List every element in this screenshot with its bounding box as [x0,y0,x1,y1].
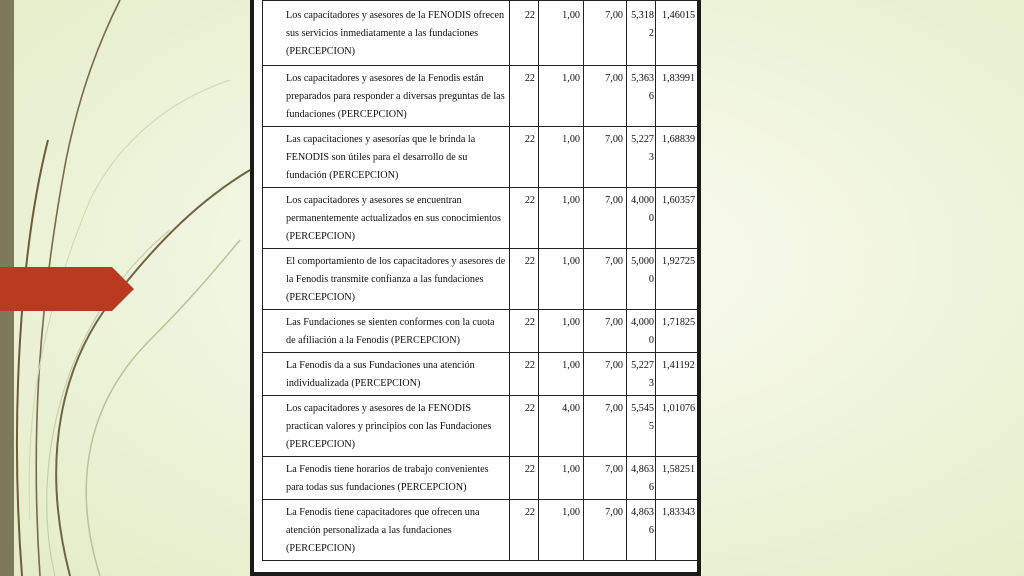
max-value: 7,00 [584,396,627,457]
item-description: Las Fundaciones se sienten conformes con la cuota de afiliación a la Fenodis (PERCEPCION) [263,310,510,353]
max-value: 7,00 [584,310,627,353]
max-value: 7,00 [584,1,627,66]
max-value: 7,00 [584,66,627,127]
table-row [263,310,698,353]
sd-value: 1,71825 [656,310,698,353]
table-row [263,188,698,249]
min-value: 1,00 [539,457,584,500]
n-value: 22 [510,188,539,249]
item-description: La Fenodis tiene capacitadores que ofrecen una atención personalizada a las fundaciones (PERCEPCION) [263,500,510,561]
min-value: 1,00 [539,310,584,353]
n-value: 22 [510,396,539,457]
table-row [263,249,698,310]
item-description: Los capacitadores y asesores de la Fenodis están preparados para responder a diversas preguntas de las fundaciones (PERCEPCION) [263,66,510,127]
mean-value: 5,2273 [627,127,656,188]
n-value: 22 [510,353,539,396]
min-value: 4,00 [539,396,584,457]
table-background [254,0,697,572]
item-description: Los capacitadores y asesores de la FENODIS practican valores y principios con las Fundaciones (PERCEPCION) [263,396,510,457]
table-row [263,127,698,188]
table-row [263,396,698,457]
statistics-table [262,0,697,561]
max-value: 7,00 [584,353,627,396]
min-value: 1,00 [539,66,584,127]
item-description: La Fenodis da a sus Fundaciones una atención individualizada (PERCEPCION) [263,353,510,396]
mean-value: 4,8636 [627,457,656,500]
table-row [263,500,698,561]
n-value: 22 [510,1,539,66]
mean-value: 5,2273 [627,353,656,396]
n-value: 22 [510,500,539,561]
item-description: Los capacitadores y asesores se encuentran permanentemente actualizados en sus conocimientos (PERCEPCION) [263,188,510,249]
n-value: 22 [510,310,539,353]
n-value: 22 [510,249,539,310]
item-description: El comportamiento de los capacitadores y asesores de la Fenodis transmite confianza a las fundaciones (PERCEPCION) [263,249,510,310]
n-value: 22 [510,127,539,188]
table-row [263,353,698,396]
sd-value: 1,58251 [656,457,698,500]
mean-value: 4,0000 [627,310,656,353]
min-value: 1,00 [539,249,584,310]
red-arrow-shape [0,267,134,311]
table-row [263,1,698,66]
table-row [263,457,698,500]
max-value: 7,00 [584,249,627,310]
table-image-frame [250,0,701,576]
sd-value: 1,83343 [656,500,698,561]
max-value: 7,00 [584,188,627,249]
mean-value: 4,8636 [627,500,656,561]
mean-value: 5,3182 [627,1,656,66]
table-row [263,66,698,127]
sd-value: 1,46015 [656,1,698,66]
sd-value: 1,68839 [656,127,698,188]
mean-value: 5,0000 [627,249,656,310]
sd-value: 1,83991 [656,66,698,127]
statistics-table-body [263,1,698,561]
min-value: 1,00 [539,353,584,396]
sd-value: 1,60357 [656,188,698,249]
min-value: 1,00 [539,127,584,188]
min-value: 1,00 [539,188,584,249]
n-value: 22 [510,457,539,500]
min-value: 1,00 [539,500,584,561]
item-description: La Fenodis tiene horarios de trabajo convenientes para todas sus fundaciones (PERCEPCION) [263,457,510,500]
sd-value: 1,41192 [656,353,698,396]
sd-value: 1,01076 [656,396,698,457]
mean-value: 4,0000 [627,188,656,249]
mean-value: 5,3636 [627,66,656,127]
max-value: 7,00 [584,457,627,500]
sd-value: 1,92725 [656,249,698,310]
min-value: 1,00 [539,1,584,66]
n-value: 22 [510,66,539,127]
item-description: Las capacitaciones y asesorías que le brinda la FENODIS son útiles para el desarrollo de su fundación (PERCEPCION) [263,127,510,188]
item-description: Los capacitadores y asesores de la FENODIS ofrecen sus servicios inmediatamente a las fundaciones (PERCEPCION) [263,1,510,66]
max-value: 7,00 [584,127,627,188]
max-value: 7,00 [584,500,627,561]
mean-value: 5,5455 [627,396,656,457]
